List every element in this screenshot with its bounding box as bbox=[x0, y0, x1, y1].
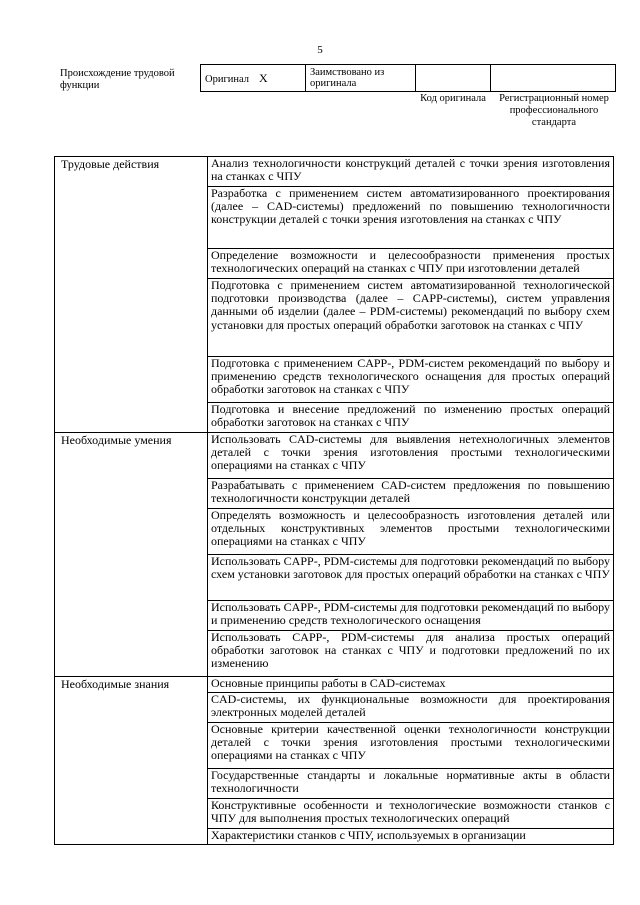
origin-table bbox=[200, 64, 616, 92]
code-cell bbox=[416, 65, 491, 92]
table-cell: Государственные стандарты и локальные нормативные акты в области технологичности bbox=[208, 769, 614, 799]
table-cell: Определять возможность и целесообразность изготовления деталей или отдельных конструктивных элементов простыми технологическими операциями на станках с ЧПУ bbox=[208, 509, 614, 555]
table-cell: Характеристики станков с ЧПУ, используемых в организации bbox=[208, 829, 614, 845]
origin-label: Происхождение трудовой функции bbox=[60, 68, 175, 91]
table-cell: Определение возможности и целесообразности применения простых технологических операций на станках с ЧПУ при изготовлении деталей bbox=[208, 249, 614, 279]
code-label: Код оригинала bbox=[420, 93, 486, 104]
table-cell: Анализ технологичности конструкций деталей с точки зрения изготовления на станках с ЧПУ bbox=[208, 157, 614, 187]
table-cell: Конструктивные особенности и технологические возможности станков с ЧПУ для выполнения простых технологических операций bbox=[208, 799, 614, 829]
section-title: Трудовые действия bbox=[55, 157, 208, 433]
table-cell: Подготовка с применением систем автоматизированной технологической подготовки производства (далее – CAPP-системы), систем управления данными об изделии (далее – PDM-системы) рекомендаций по выбору схем установки для простых операций обработки заготовок на станках с ЧПУ bbox=[208, 279, 614, 357]
original-mark: X bbox=[259, 70, 268, 85]
table-cell: Использовать CAPP-, PDM-системы для анализа простых операций обработки заготовок на станках с ЧПУ и подготовки предложений по их изменению bbox=[208, 631, 614, 677]
table-cell: Разрабатывать с применением CAD-систем предложения по повышению технологичности конструкции деталей bbox=[208, 479, 614, 509]
table-cell: Основные критерии качественной оценки технологичности конструкции деталей с точки зрения изготовления простыми технологическими операциями на станках с ЧПУ bbox=[208, 723, 614, 769]
table-cell: Использовать CAPP-, PDM-системы для подготовки рекомендаций по выбору и применению средств технологического оснащения bbox=[208, 601, 614, 631]
table-cell: Основные принципы работы в CAD-системах bbox=[208, 677, 614, 693]
table-row bbox=[55, 157, 614, 187]
borrowed-label: Заимствовано из оригинала bbox=[310, 67, 385, 89]
table-cell: Разработка с применением систем автоматизированного проектирования (далее – CAD-системы) предложений по повышению технологичности конструкции деталей с точки зрения изготовления на станках с ЧПУ bbox=[208, 187, 614, 249]
reg-number-label: Регистрационный номер профессионального стандарта bbox=[499, 93, 609, 128]
page-number: 5 bbox=[317, 44, 323, 56]
table-cell: Подготовка и внесение предложений по изменению простых операций обработки заготовок на станках с ЧПУ bbox=[208, 403, 614, 433]
section-title: Необходимые знания bbox=[55, 677, 208, 845]
table-cell: CAD-системы, их функциональные возможности для проектирования электронных моделей деталей bbox=[208, 693, 614, 723]
functions-table bbox=[54, 156, 614, 845]
table-cell: Подготовка с применением CAPP-, PDM-систем рекомендаций по выбору и применению средств технологического оснащения для простых операций обработки заготовок на станках с ЧПУ bbox=[208, 357, 614, 403]
table-row bbox=[55, 433, 614, 479]
reg-number-cell bbox=[491, 65, 616, 92]
original-label: Оригинал bbox=[205, 73, 249, 85]
table-cell: Использовать CAD-системы для выявления нетехнологичных элементов деталей с точки зрения изготовления простыми технологическими операциями на станках с ЧПУ bbox=[208, 433, 614, 479]
table-cell: Использовать CAPP-, PDM-системы для подготовки рекомендаций по выбору схем установки заготовок для простых операций обработки на станках с ЧПУ bbox=[208, 555, 614, 601]
section-title: Необходимые умения bbox=[55, 433, 208, 677]
original-cell bbox=[201, 65, 306, 92]
borrowed-cell bbox=[306, 65, 416, 92]
table-row bbox=[55, 677, 614, 693]
